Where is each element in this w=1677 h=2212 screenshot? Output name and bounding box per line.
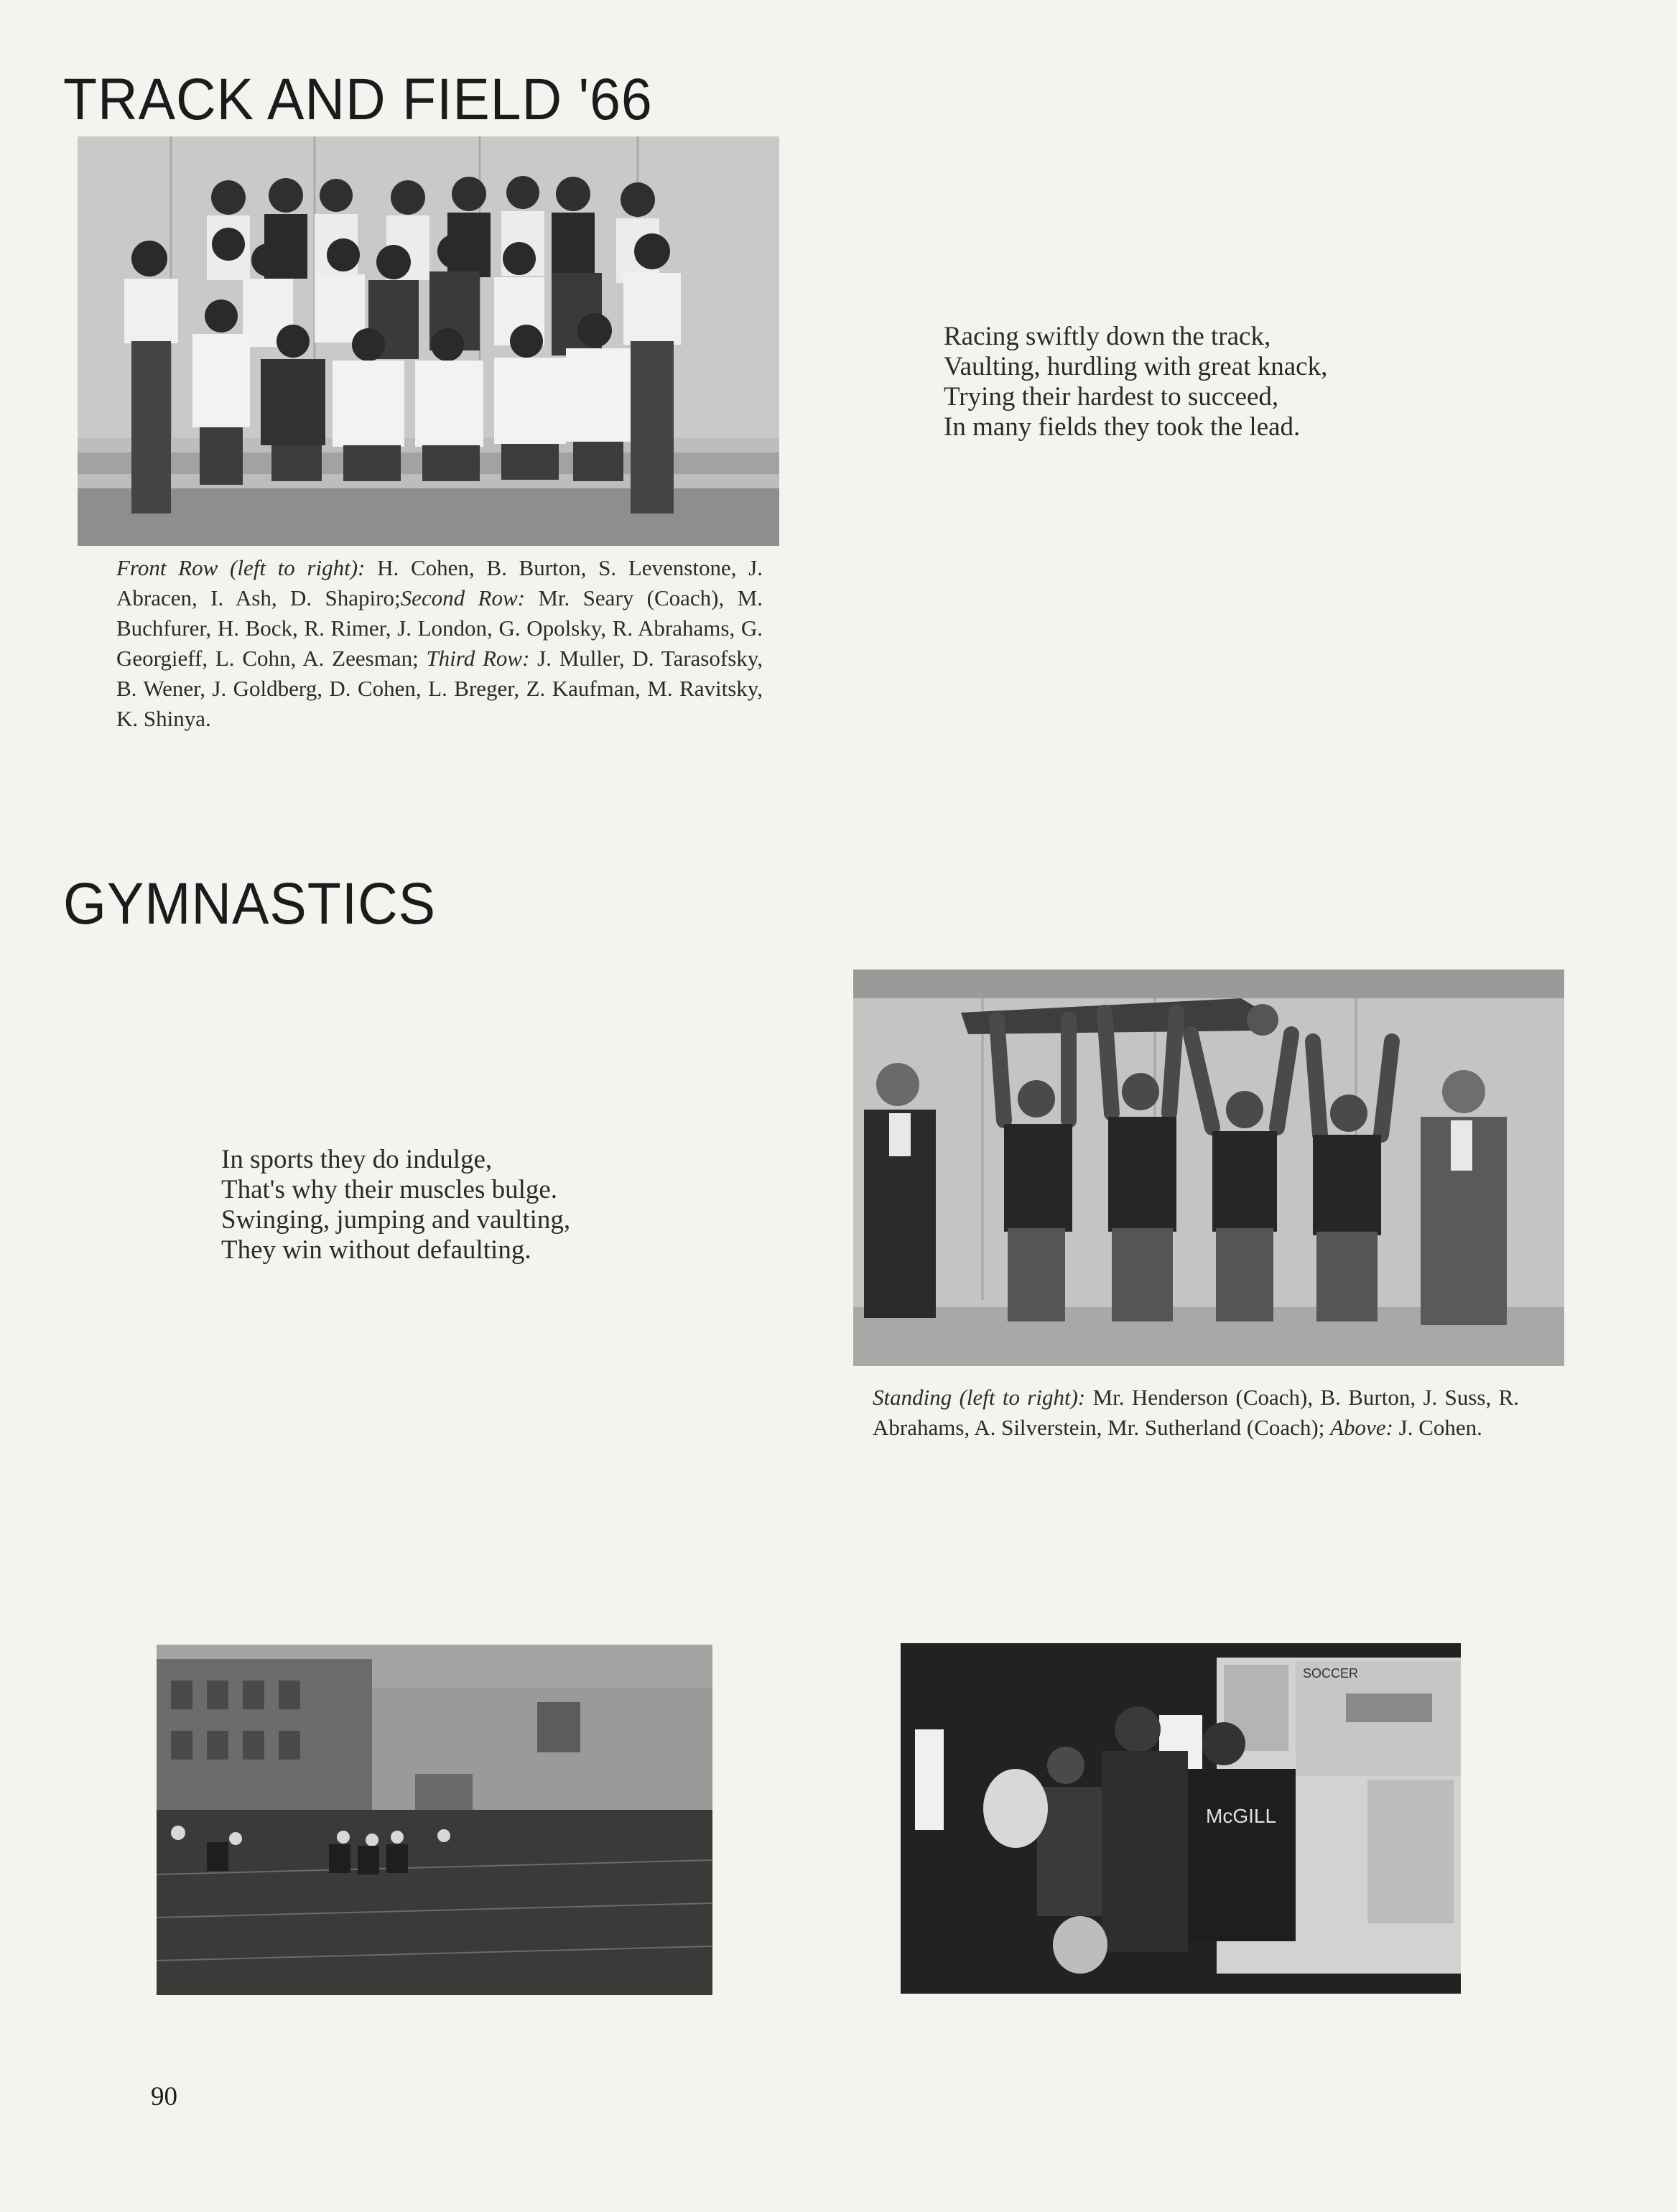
poem-line: Racing swiftly down the track, bbox=[944, 322, 1271, 351]
gymnastics-team-photo bbox=[853, 970, 1564, 1366]
gymnastics-heading: GYMNASTICS bbox=[63, 871, 437, 937]
poem-line: That's why their muscles bulge. bbox=[221, 1175, 558, 1204]
caption-label: Above: bbox=[1330, 1415, 1393, 1440]
mcgill-jacket-text: McGILL bbox=[1206, 1805, 1277, 1827]
track-team-photo bbox=[78, 136, 779, 546]
track-poem bbox=[944, 322, 1327, 442]
caption-label: Third Row: bbox=[426, 646, 530, 671]
caption-text: Mr. Seary (Coach), M. Buchfurer, H. Bock, R. Rimer, J. London, G. Opolsky, R. Abrahams, G. Georgieff, L. Cohn, A. Zeesman; bbox=[116, 585, 763, 671]
caption-label: Front Row (left to right): bbox=[116, 555, 366, 580]
track-and-field-heading: TRACK AND FIELD '66 bbox=[63, 67, 653, 132]
poem-line: Swinging, jumping and vaulting, bbox=[221, 1205, 571, 1235]
caption-text: J. Muller, D. Tarasofsky, B. Wener, J. Goldberg, D. Cohen, L. Breger, Z. Kaufman, M. Ravitsky, K. Shinya. bbox=[116, 646, 763, 731]
football-game-photo bbox=[157, 1645, 712, 1995]
track-photo-caption bbox=[116, 553, 763, 734]
soccer-sign: SOCCER bbox=[1303, 1666, 1359, 1681]
poem-line: In sports they do indulge, bbox=[221, 1145, 493, 1174]
trophy-board-photo bbox=[901, 1643, 1461, 1994]
poem-line: Trying their hardest to succeed, bbox=[944, 382, 1279, 412]
caption-text: Mr. Henderson (Coach), B. Burton, J. Suss, R. Abrahams, A. Silverstein, Mr. Sutherland (Coach); bbox=[873, 1385, 1519, 1440]
gymnastics-photo-caption bbox=[873, 1382, 1519, 1443]
caption-label: Standing (left to right): bbox=[873, 1385, 1086, 1410]
caption-label: Second Row: bbox=[400, 585, 525, 610]
poem-line: In many fields they took the lead. bbox=[944, 412, 1301, 442]
poem-line: They win without defaulting. bbox=[221, 1235, 531, 1265]
poem-line: Vaulting, hurdling with great knack, bbox=[944, 352, 1328, 381]
caption-text: J. Cohen. bbox=[1393, 1415, 1482, 1440]
gymnastics-poem bbox=[221, 1145, 570, 1265]
caption-text: H. Cohen, B. Burton, S. Levenstone, J. Abracen, I. Ash, D. Shapiro; bbox=[116, 555, 763, 610]
page-number: 90 bbox=[151, 2082, 177, 2111]
